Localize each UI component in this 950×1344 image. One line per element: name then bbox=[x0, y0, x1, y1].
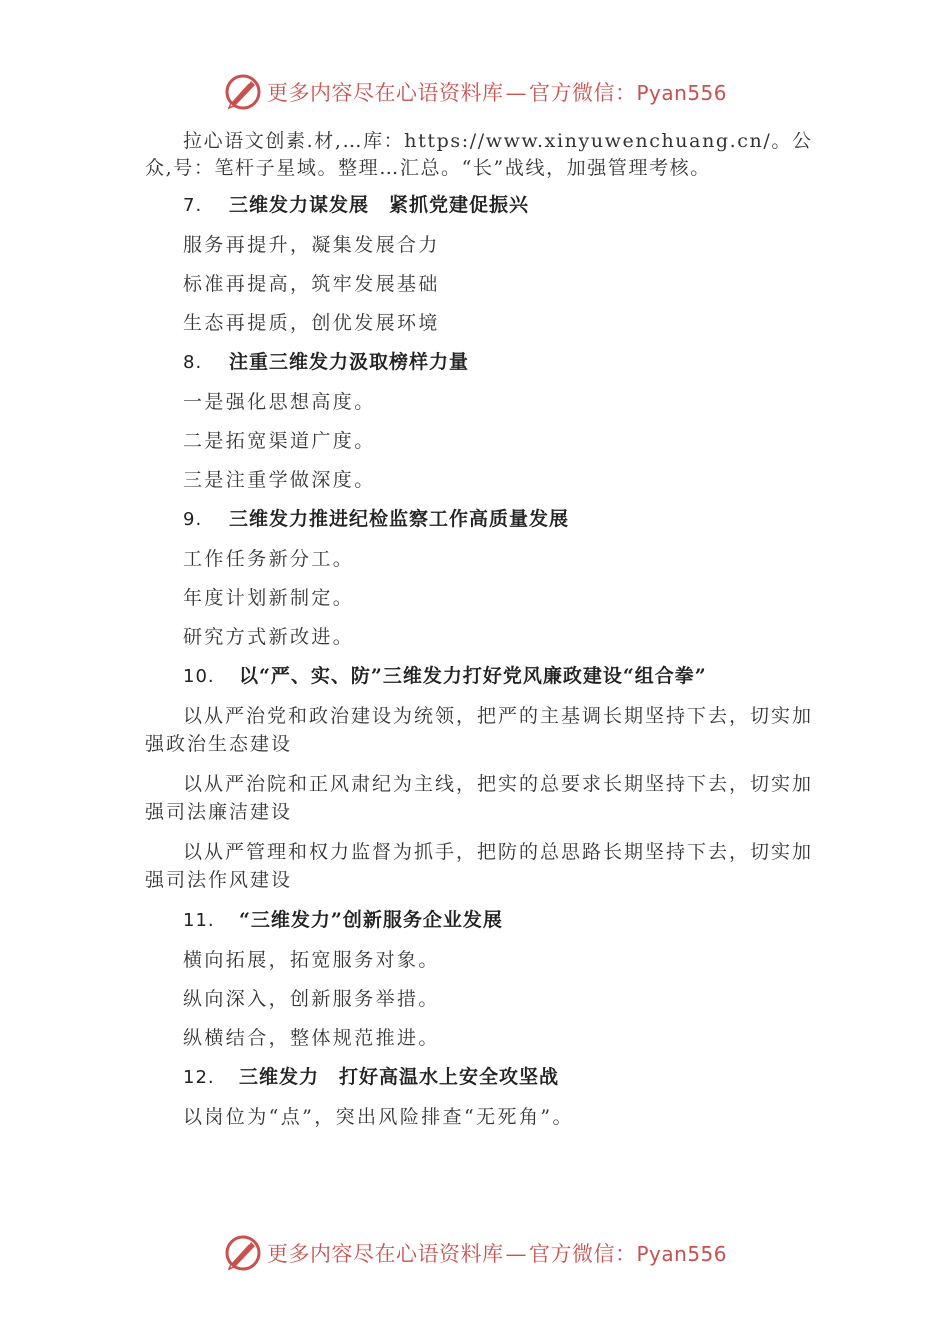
list-item: 纵向深入，创新服务举措。 bbox=[183, 988, 440, 1010]
list-item: 一是强化思想高度。 bbox=[183, 391, 376, 413]
section-heading bbox=[145, 662, 813, 691]
section-heading bbox=[145, 1063, 813, 1092]
section-title: “三维发力”创新服务企业发展 bbox=[239, 909, 503, 931]
section-title: 以“严、实、防”三维发力打好党风廉政建设“组合拳” bbox=[239, 665, 707, 687]
body-paragraph: 以从严管理和权力监督为抓手，把防的总思路长期坚持下去，切实加强司法作风建设 bbox=[145, 841, 814, 891]
header-watermark bbox=[0, 70, 950, 114]
list-item: 纵横结合，整体规范推进。 bbox=[183, 1027, 440, 1049]
pen-logo-icon bbox=[223, 1233, 263, 1273]
section-heading bbox=[145, 906, 813, 935]
section-title: 三维发力 打好高温水上安全攻坚战 bbox=[239, 1066, 560, 1088]
section-number: 10. bbox=[183, 666, 215, 687]
section-number: 12. bbox=[183, 1067, 215, 1088]
list-item: 工作任务新分工。 bbox=[183, 548, 355, 570]
list-item: 研究方式新改进。 bbox=[183, 626, 355, 648]
section-title: 注重三维发力汲取榜样力量 bbox=[229, 351, 470, 373]
section-number: 9. bbox=[183, 509, 203, 530]
footer-watermark bbox=[0, 1231, 950, 1275]
body-paragraph: 以从严治院和正风肃纪为主线，把实的总要求长期坚持下去，切实加强司法廉洁建设 bbox=[145, 773, 814, 823]
section-number: 11. bbox=[183, 910, 215, 931]
section-title: 三维发力推进纪检监察工作高质量发展 bbox=[229, 508, 570, 530]
list-item: 以岗位为“点”，突出风险排查“无死角”。 bbox=[183, 1106, 574, 1128]
list-item: 三是注重学做深度。 bbox=[183, 469, 376, 491]
list-item: 二是拓宽渠道广度。 bbox=[183, 430, 376, 452]
section-number: 8. bbox=[183, 352, 203, 373]
section-title: 三维发力谋发展 紧抓党建促振兴 bbox=[229, 194, 530, 216]
section-heading bbox=[145, 348, 813, 377]
pen-logo-icon bbox=[223, 72, 263, 112]
watermark-text: 更多内容尽在心语资料库—官方微信：Pyan556 bbox=[266, 1242, 727, 1266]
intro-paragraph: 拉心语文创素.材,…库：https://www.xinyuwenchuang.cn/。公众,号：笔杆子星域。整理…汇总。“长”战线，加强管理考核。 bbox=[145, 130, 813, 179]
list-item: 服务再提升，凝集发展合力 bbox=[183, 234, 440, 256]
section-number: 7. bbox=[183, 195, 203, 216]
watermark-text: 更多内容尽在心语资料库—官方微信：Pyan556 bbox=[266, 81, 727, 105]
list-item: 横向拓展，拓宽服务对象。 bbox=[183, 949, 440, 971]
section-heading bbox=[145, 505, 813, 534]
list-item: 生态再提质，创优发展环境 bbox=[183, 312, 440, 334]
list-item: 标准再提高，筑牢发展基础 bbox=[183, 273, 440, 295]
section-heading bbox=[145, 191, 813, 220]
list-item: 年度计划新制定。 bbox=[183, 587, 355, 609]
body-paragraph: 以从严治党和政治建设为统领，把严的主基调长期坚持下去，切实加强政治生态建设 bbox=[145, 705, 814, 755]
document-body bbox=[145, 128, 813, 1142]
